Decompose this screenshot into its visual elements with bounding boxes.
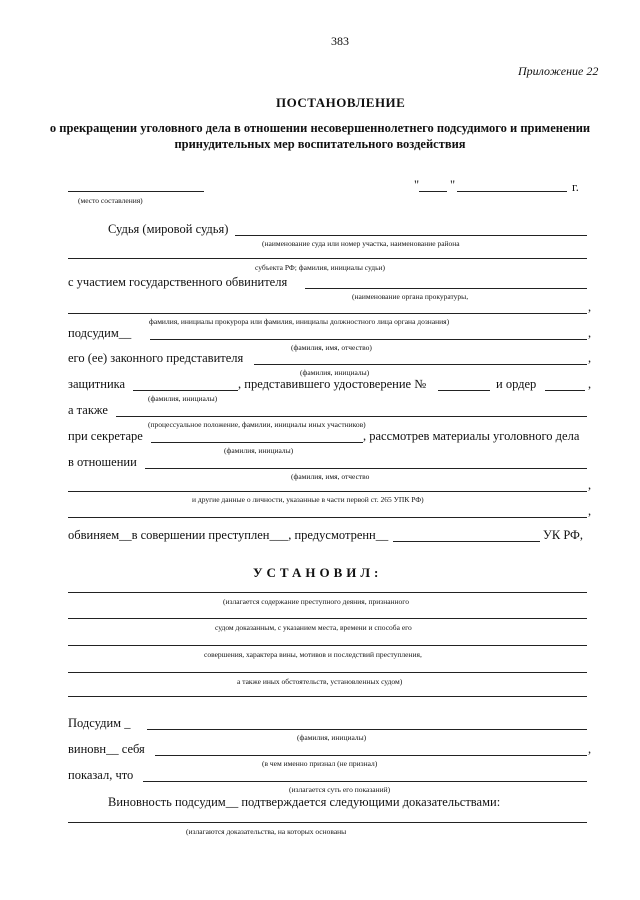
- established-caption-2: судом доказанным, с указанием места, времени и способа его: [215, 623, 412, 632]
- established-caption-1: (излагается содержание преступного деяния, признанного: [223, 597, 409, 606]
- comma: ,: [588, 504, 592, 518]
- guilty-caption: (в чем именно признал (не признал): [262, 759, 378, 768]
- date-day-line[interactable]: [419, 191, 447, 192]
- date-month-line[interactable]: [457, 191, 567, 192]
- defendant2-caption: (фамилия, инициалы): [297, 733, 367, 742]
- established-line-4[interactable]: [68, 672, 587, 673]
- guilt-text: Виновность подсудим__ подтверждается следующими доказательствами:: [108, 795, 501, 809]
- established-line-1[interactable]: [68, 592, 587, 593]
- representative-label: его (ее) законного представителя: [68, 351, 244, 365]
- showed-label: показал, что: [68, 768, 134, 782]
- secretary-caption: (фамилия, инициалы): [224, 446, 294, 455]
- secretary-label: при секретаре: [68, 429, 143, 443]
- document-subtitle: о прекращении уголовного дела в отношении несовершеннолетнего подсудимого и применении принудительных мер воспитательного воздействия: [49, 121, 591, 151]
- comma: ,: [588, 351, 592, 365]
- evidence-line[interactable]: [68, 822, 587, 823]
- prosecutor-label: с участием государственного обвинителя: [68, 275, 288, 289]
- prosecutor-line-2[interactable]: [68, 313, 587, 314]
- showed-caption: (излагается суть его показаний): [289, 785, 391, 794]
- regarding-line-3[interactable]: [68, 517, 587, 518]
- established-caption-4: а также иных обстоятельств, установленных судом): [237, 677, 403, 686]
- comma: ,: [588, 300, 592, 314]
- defendant2-line[interactable]: [147, 729, 587, 730]
- page-number: 383: [331, 34, 349, 48]
- regarding-line[interactable]: [145, 468, 587, 469]
- guilty-label: виновн__ себя: [68, 742, 145, 756]
- judge-line-2[interactable]: [68, 258, 587, 259]
- established-heading: УСТАНОВИЛ:: [253, 565, 383, 580]
- annex-label: Приложение 22: [518, 64, 599, 78]
- prosecutor-caption-1: (наименование органа прокуратуры,: [352, 292, 469, 301]
- defendant-label: подсудим__: [68, 326, 132, 340]
- other-data-caption: и другие данные о личности, указанные в части первой ст. 265 УПК РФ): [192, 495, 424, 504]
- defender-label: защитника: [68, 377, 126, 391]
- judge-line[interactable]: [235, 235, 587, 236]
- date-year-suffix: г.: [572, 180, 579, 194]
- also-line[interactable]: [116, 416, 587, 417]
- date-quote-open: ": [414, 178, 420, 192]
- guilty-line[interactable]: [155, 755, 587, 756]
- place-caption: (место составления): [78, 196, 143, 205]
- uk-text: УК РФ,: [543, 528, 584, 542]
- comma: ,: [588, 478, 592, 492]
- reviewed-text: , рассмотрев материалы уголовного дела: [363, 429, 580, 443]
- order-text: и ордер: [496, 377, 537, 391]
- established-line-5[interactable]: [68, 696, 587, 697]
- accused-text: обвиняем__в совершении преступлен___, предусмотренн__: [68, 528, 389, 542]
- defender-line[interactable]: [133, 390, 238, 391]
- also-caption: (процессуальное положение, фамилии, инициалы иных участников): [148, 420, 366, 429]
- established-line-2[interactable]: [68, 618, 587, 619]
- comma: ,: [588, 742, 592, 756]
- regarding-label: в отношении: [68, 455, 137, 469]
- representative-line[interactable]: [254, 364, 587, 365]
- established-caption-3: совершения, характера вины, мотивов и последствий преступления,: [204, 650, 422, 659]
- representative-caption: (фамилия, инициалы): [300, 368, 370, 377]
- document-title: ПОСТАНОВЛЕНИЕ: [276, 95, 406, 110]
- secretary-line[interactable]: [151, 442, 363, 443]
- comma: ,: [588, 326, 592, 340]
- comma: ,: [588, 377, 592, 391]
- defendant-caption: (фамилия, имя, отчество): [291, 343, 372, 352]
- established-line-3[interactable]: [68, 645, 587, 646]
- judge-caption-2: субъекта РФ; фамилия, инициалы судьи): [255, 263, 386, 272]
- place-line[interactable]: [68, 191, 204, 192]
- judge-label: Судья (мировой судья): [108, 222, 229, 236]
- prosecutor-line[interactable]: [305, 288, 587, 289]
- certificate-text: , представившего удостоверение №: [238, 377, 427, 391]
- defendant-line[interactable]: [150, 339, 587, 340]
- order-line[interactable]: [545, 390, 585, 391]
- defendant2-label: Подсудим _: [68, 716, 131, 730]
- judge-caption-1: (наименование суда или номер участка, наименование района: [262, 239, 460, 248]
- defender-caption: (фамилия, инициалы): [148, 394, 218, 403]
- certificate-number-line[interactable]: [438, 390, 490, 391]
- showed-line[interactable]: [143, 781, 587, 782]
- date-quote-close: ": [450, 178, 456, 192]
- prosecutor-caption-2: фамилия, инициалы прокурора или фамилия, инициалы должностного лица органа дознания): [149, 317, 450, 326]
- also-label: а также: [68, 403, 108, 417]
- article-line[interactable]: [393, 541, 540, 542]
- evidence-caption: (излагаются доказательства, на которых основаны: [186, 827, 347, 836]
- regarding-caption: (фамилия, имя, отчество: [291, 472, 370, 481]
- regarding-line-2[interactable]: [68, 491, 587, 492]
